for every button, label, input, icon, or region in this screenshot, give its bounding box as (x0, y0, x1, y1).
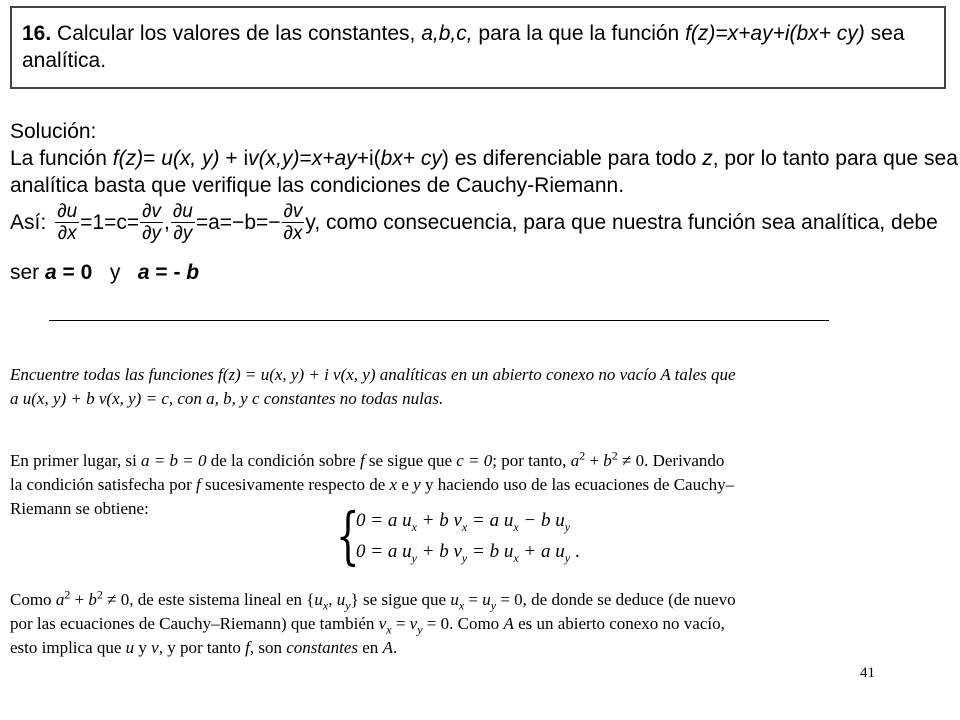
text: =1=c= (80, 210, 140, 234)
text: = (464, 590, 483, 609)
math: b (603, 451, 612, 470)
math: 2 (611, 448, 618, 463)
math: + b v (416, 541, 462, 562)
text: + (70, 590, 89, 609)
text: = 0, de donde se deduce (de nuevo (496, 590, 736, 609)
problem-number: 16. (22, 22, 52, 45)
math: y (413, 475, 421, 494)
math: + b v (416, 510, 462, 531)
math: y (564, 550, 571, 565)
denominator: ∂y (142, 222, 162, 244)
math: u (482, 590, 491, 609)
text: } se sigue que (350, 590, 451, 609)
fraction-dv-dx (282, 201, 305, 244)
text: ; por tanto, (492, 451, 571, 470)
math: b (186, 261, 200, 284)
problem-text-mid: para la que la función (472, 22, 686, 45)
text: +i( (356, 147, 381, 170)
text: por las ecuaciones de Cauchy–Riemann) que también (10, 614, 379, 633)
math: x (513, 550, 519, 565)
text: ≠ 0. Derivando (617, 451, 725, 470)
math: 0 = a u (356, 541, 412, 562)
text: esto implica que (10, 638, 126, 657)
math: f(z) (112, 147, 144, 170)
math: y (564, 519, 571, 534)
problem-statement (22, 20, 942, 74)
math: = - (149, 261, 187, 284)
solution-block (10, 118, 958, 199)
math: x (461, 519, 468, 534)
numerator: ∂u (57, 200, 78, 222)
solution-line1 (10, 145, 958, 172)
fraction-du-dx (55, 201, 79, 244)
text: ≠ 0, de este sistema lineal en { (102, 590, 315, 609)
math: a = b = 0 (141, 451, 207, 470)
problem-function: f(z)=x+ay+i(bx+ cy) (685, 22, 865, 45)
solution-line3 (10, 196, 955, 248)
math: x (458, 598, 465, 613)
problem-line2: analítica. (22, 49, 107, 72)
math: u (450, 590, 459, 609)
text: . (570, 541, 580, 562)
math: − b u (518, 510, 565, 531)
numerator: ∂v (142, 200, 162, 222)
denominator: ∂y (173, 222, 193, 244)
math: f (245, 638, 250, 657)
math: a (55, 590, 65, 609)
math: b (88, 590, 97, 609)
math: + a u (518, 541, 565, 562)
math: y (411, 550, 417, 565)
math: a (45, 261, 57, 284)
problem-vars: a,b,c, (421, 22, 473, 45)
numerator: ∂v (283, 200, 303, 222)
text: en (358, 638, 383, 657)
text: = 0. Como (422, 614, 504, 633)
text: y haciendo uso de las ecuaciones de Cauchy– (420, 475, 735, 494)
math: c = 0 (456, 451, 493, 470)
fraction-du-dy (171, 201, 195, 244)
text: La función (10, 147, 113, 170)
text: es un abierto conexo no vacío, (513, 614, 725, 633)
text: = (143, 147, 162, 170)
math: A (503, 614, 514, 633)
math: = 0 (56, 261, 93, 284)
problem-text: Calcular los valores de las constantes, (51, 22, 422, 45)
math: = a u (467, 510, 514, 531)
equation-2 (356, 539, 580, 565)
para2-line1 (10, 588, 950, 612)
para1-line1 (10, 449, 950, 473)
math: v(x,y) (248, 147, 300, 170)
text: sucesivamente respecto de (200, 475, 390, 494)
text: =a=−b=− (195, 210, 281, 234)
math: x (322, 598, 329, 613)
math: u (314, 590, 323, 609)
math: y (490, 598, 497, 613)
math: y (461, 550, 468, 565)
math: y (417, 622, 423, 637)
para1-line3: Riemann se obtiene: (10, 499, 149, 518)
math: = b u (467, 541, 514, 562)
fraction-dv-dy (140, 201, 163, 244)
math: x+ay (311, 147, 357, 170)
math: bx+ cy (380, 147, 442, 170)
para2-line3 (10, 636, 950, 660)
denominator: ∂x (57, 222, 77, 244)
text: la condición satisfecha por (10, 475, 196, 494)
text: , son (249, 638, 287, 657)
math: a (137, 261, 150, 284)
numerator: ∂u (172, 200, 193, 222)
equation-system (356, 508, 580, 565)
text: + i (219, 147, 249, 170)
para1-line2 (10, 473, 950, 497)
math: 2 (96, 587, 103, 602)
math: x (389, 475, 398, 494)
math: u (336, 590, 346, 609)
text: y, como consecuencia, para que nuestra función sea analítica, debe (305, 210, 938, 234)
text: + (585, 451, 604, 470)
math: x (513, 519, 519, 534)
math: A (382, 638, 393, 657)
equation-1 (356, 508, 580, 534)
text: y (92, 261, 138, 284)
text: se sigue que (364, 451, 457, 470)
math: u(x, y) (161, 147, 220, 170)
math: 0 = a u (356, 510, 412, 531)
solution-line2: analítica basta que verifique las condiciones de Cauchy-Riemann. (10, 174, 625, 197)
system-brace: { (336, 499, 360, 572)
second-problem-line2: a u(x, y) + b v(x, y) = c, con a, b, y c constantes no todas nulas. (10, 389, 444, 408)
math: 2 (64, 587, 71, 602)
math: v (151, 638, 159, 657)
text: ) es diferenciable para todo (441, 147, 703, 170)
para2-line2 (10, 612, 950, 636)
text: Así: (10, 210, 47, 234)
text: e (397, 475, 414, 494)
text: , (328, 590, 337, 609)
text: ser (10, 261, 46, 284)
math: v (409, 614, 418, 633)
math: z (702, 147, 713, 170)
problem-text-after: sea (864, 22, 905, 45)
second-problem-statement (10, 363, 950, 411)
text: , y por tanto (158, 638, 246, 657)
math: v (378, 614, 387, 633)
text: = (391, 614, 410, 633)
page-number: 41 (860, 665, 875, 681)
text: de la condición sobre (206, 451, 360, 470)
math: f (196, 475, 201, 494)
math: x (386, 622, 392, 637)
math: f (359, 451, 365, 470)
math: 2 (579, 448, 586, 463)
emphasis: constantes (286, 638, 359, 657)
text: . (392, 638, 398, 657)
second-solution-paragraph2 (10, 588, 950, 660)
text: En primer lugar, si (10, 451, 142, 470)
math: x (411, 519, 417, 534)
denominator: ∂x (283, 222, 303, 244)
math: y (345, 598, 351, 613)
separator-line (49, 320, 829, 321)
second-problem-line1: Encuentre todas las funciones f(z) = u(x, y) + i v(x, y) analíticas en un abierto conexo no vacío A tales que (10, 365, 736, 384)
text: y (134, 638, 152, 657)
text: , por lo tanto para que sea (712, 147, 958, 170)
solution-line4 (10, 259, 199, 286)
text: = (299, 147, 312, 170)
text: Como (10, 590, 56, 609)
math: a (570, 451, 580, 470)
text: , (164, 210, 170, 234)
math: u (125, 638, 135, 657)
solution-heading: Solución: (10, 120, 97, 143)
